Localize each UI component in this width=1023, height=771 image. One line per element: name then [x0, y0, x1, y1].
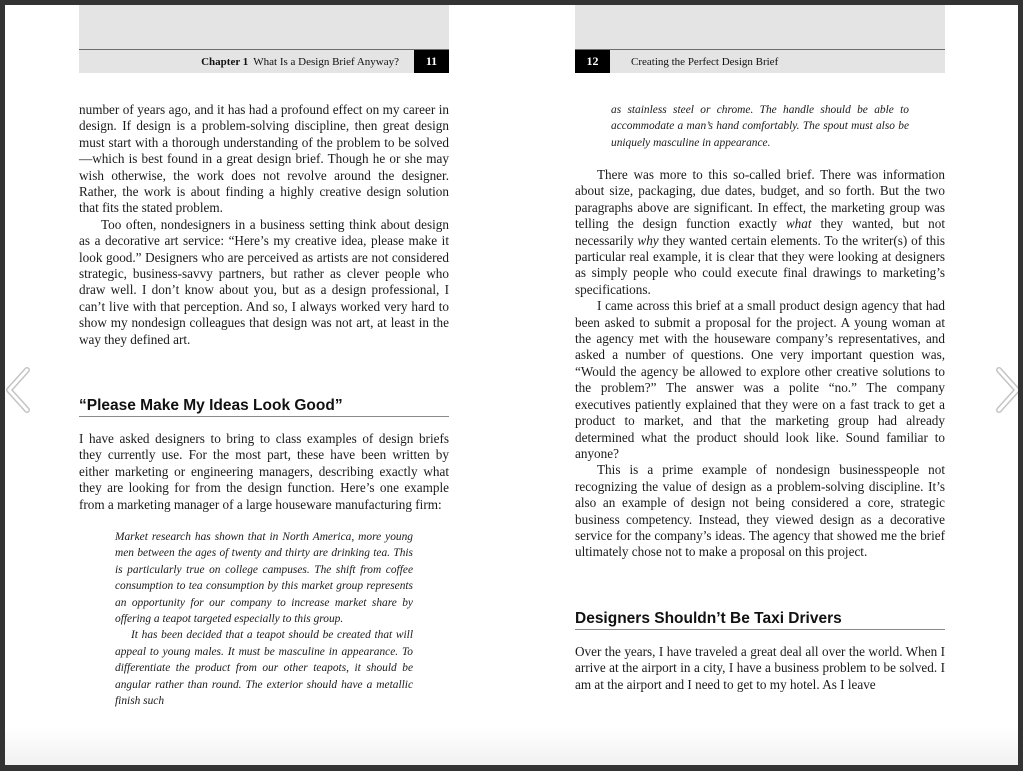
paragraph: number of years ago, and it has had a profound effect on my career in design. If design is a problem-solving discipline, then great design must start with a thorough understanding of the problem to be solved—which is best found in a great design brief. Though he or she may wish otherwise, the work does not revolve around the designer. Rather, the work is about finding a highly creative design solution that fits the stated problem. [79, 102, 449, 216]
emphasis: what [785, 216, 812, 232]
body-text-block [79, 102, 449, 348]
block-quote [115, 529, 413, 709]
next-page-button[interactable] [995, 367, 1018, 413]
quote-paragraph: It has been decided that a teapot should be created that will appeal to young males. It must be masculine in appearance. To differentiate the product from our other teapots, it should be angular rather than round. The exterior should have a metallic finish such [115, 629, 413, 708]
left-page [79, 5, 449, 765]
chapter-label: Chapter 1 [201, 55, 249, 68]
text-run: There was more to this so-called brief. There was information about size, packaging, due dates, budget, and so forth. But the two paragraphs above are significant. In effect, the marketing group was telling the design function exactly [575, 167, 945, 232]
previous-page-button[interactable] [5, 367, 31, 413]
running-head-left [79, 5, 449, 73]
running-head-right [575, 5, 945, 73]
paragraph: Too often, nondesigners in a business setting think about design as a decorative art service: “Here’s my creative idea, please make it look good.” Designers who are perceived as artists are not considered strategic, business-savvy partners, but rather as clever people who draw well. I don’t know about you, but as a design professional, I can’t live with that perception. And so, I always worked very hard to show my nondesign colleagues that design was not art, at least in the way they defined art. [79, 216, 449, 347]
page-number: 12 [575, 50, 610, 73]
chapter-title: What Is a Design Brief Anyway? [253, 55, 399, 68]
ebook-viewer [5, 5, 1018, 765]
body-text-block [79, 431, 449, 513]
paragraph [575, 167, 945, 298]
right-page [575, 5, 945, 765]
body-text-block [575, 644, 945, 693]
paragraph: This is a prime example of nondesign businesspeople not recognizing the value of design as a problem-solving discipline. It’s also an example of design not being considered a core, strategic business competency. Instead, they viewed design as a decorative service for the company’s ideas. The agency that showed me the brief ultimately chose not to make a proposal on this project. [575, 462, 945, 560]
chevron-right-icon [995, 367, 1018, 413]
paragraph: I came across this brief at a small product design agency that had been asked to submit a proposal for the project. A young woman at the agency met with the houseware company’s representatives, and asked a number of questions. One very important question was, “Would the agency be allowed to explore other creative solutions to the problem?” The answer was a polite “no.” The company executives patiently explained that they were on a fast track to get a product to market, and that the marketing group had already determined what the product should look like. Sound familiar to anyone? [575, 298, 945, 461]
running-head-bar [79, 50, 449, 73]
emphasis: why [637, 232, 659, 248]
running-head-bar [575, 50, 945, 73]
section-heading: Designers Shouldn’t Be Taxi Drivers [575, 610, 945, 630]
chevron-left-icon [5, 367, 31, 413]
book-title: Creating the Perfect Design Brief [631, 55, 779, 68]
text-run: they wanted, but not necessarily [575, 216, 945, 248]
quote-paragraph: Market research has shown that in North America, more young men between the ages of twenty and thirty are drinking tea. This is particularly true on college campuses. The shift from coffee consumption to tea consumption by this market group represents an opportunity for our company to increase market share by offering a teapot targeted especially to this group. [115, 531, 413, 626]
page-number: 11 [414, 50, 449, 73]
quote-paragraph: as stainless steel or chrome. The handle should be able to accommodate a man’s hand comfortably. The spout must also be uniquely masculine in appearance. [611, 104, 909, 149]
section-heading: “Please Make My Ideas Look Good” [79, 397, 449, 417]
body-text-block [575, 167, 945, 561]
block-quote-continued [611, 102, 909, 151]
paragraph: Over the years, I have traveled a great deal all over the world. When I arrive at the airport in a city, I have a business problem to be solved. I am at the airport and I need to get to my hotel. As I leave [575, 644, 945, 692]
text-run: they wanted certain elements. To the writer(s) of this particular real example, it is clear that they were looking at designers as simply people who could execute final drawings to marketing’s specifications. [575, 232, 945, 297]
paragraph: I have asked designers to bring to class examples of design briefs they currently use. For the most part, these have been written by either marketing or engineering managers, describing exactly what they are looking for from the design function. Here’s one example from a marketing manager of a large houseware manufacturing firm: [79, 431, 449, 512]
